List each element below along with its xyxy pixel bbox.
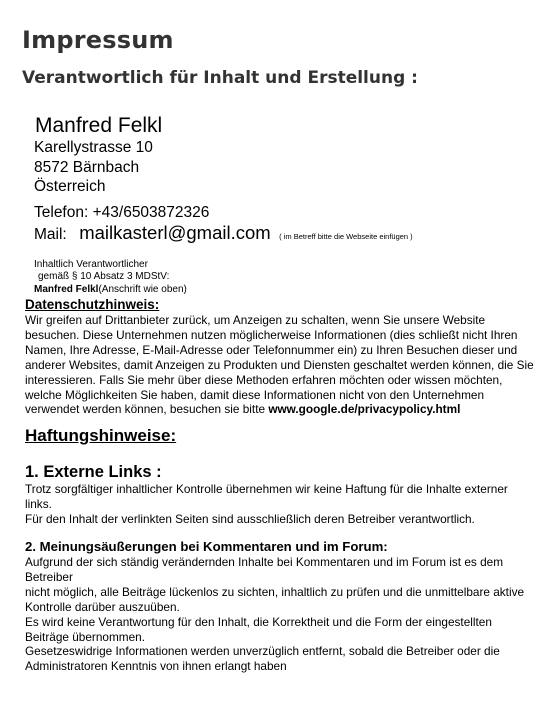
mail-address[interactable]: mailkasterl@gmail.com bbox=[79, 221, 271, 243]
responsible-line3 bbox=[34, 284, 534, 297]
contact-city: 8572 Bärnbach bbox=[34, 158, 140, 176]
contact-mail bbox=[34, 223, 534, 247]
page-subtitle: Verantwortlich für Inhalt und Erstellung : bbox=[22, 68, 418, 88]
contact-phone: Telefon: +43/6503872326 bbox=[34, 203, 210, 221]
contact-street: Karellystrasse 10 bbox=[34, 139, 153, 156]
privacy-link[interactable]: www.google.de/privacypolicy.html bbox=[268, 402, 461, 417]
comments-line2: nicht möglich, alle Beiträge lückenlos zu sichten, inhaltlich zu prüfen und die unmittelbare aktive Kontrolle darüber auszuüben. bbox=[25, 584, 525, 614]
comments-heading: 2. Meinungsäußerungen bei Kommentaren und im Forum: bbox=[25, 539, 388, 554]
external-links-line2: Für den Inhalt der verlinkten Seiten sind ausschließlich deren Betreiber verantwortlich. bbox=[25, 511, 475, 526]
privacy-body: Wir greifen auf Drittanbieter zurück, um Anzeigen zu schalten, wenn Sie unsere Website besuchen. Diese Unternehmen nutzen möglicherweise Informationen (dies schließt nicht Ihren Namen, Ihre Adresse, E-Mail-Adresse oder Telefonnummer ein) zu Ihren Besuchen dieser und anderer Websites, damit Anzeigen zu Produkten und Diensten geschaltet werden können, die Sie interessieren. Falls Sie mehr über diese Methoden erfahren möchten oder wissen möchten, welche Möglichkeiten Sie haben, damit diese Informationen nicht von den Unternehmen verwendet werden können, besuchen sie bitte bbox=[25, 313, 534, 417]
mail-note: ( im Betreff bitte die Webseite einfügen ) bbox=[279, 231, 413, 241]
responsible-line1: Inhaltlich Verantwortlicher bbox=[34, 258, 148, 270]
page-title: Impressum bbox=[22, 26, 174, 54]
contact-block bbox=[34, 114, 534, 296]
responsible-line2: gemäß § 10 Absatz 3 MDStV: bbox=[38, 271, 170, 282]
comments-line1: Aufgrund der sich ständig verändernden Inhalte bei Kommentaren und im Forum ist es dem Betreiber bbox=[25, 555, 504, 584]
responsible-block bbox=[34, 259, 534, 297]
comments-line3: Es wird keine Verantwortung für den Inhalt, die Korrektheit und die Form der eingestellten Beiträge übernommen. bbox=[25, 614, 492, 644]
external-links-section bbox=[25, 462, 535, 527]
responsible-name: Manfred Felkl bbox=[34, 283, 99, 295]
privacy-text bbox=[25, 313, 535, 417]
privacy-heading: Datenschutzhinweis: bbox=[25, 297, 160, 312]
external-links-line1: Trotz sorgfältiger inhaltlicher Kontrolle übernehmen wir keine Haftung für die Inhalte externer links. bbox=[25, 482, 508, 511]
comments-section bbox=[25, 539, 535, 674]
privacy-section bbox=[25, 297, 535, 417]
external-links-heading: 1. Externe Links : bbox=[25, 463, 162, 481]
contact-name: Manfred Felkl bbox=[35, 114, 163, 137]
mail-label: Mail: bbox=[34, 225, 67, 243]
liability-heading: Haftungshinweise: bbox=[25, 426, 177, 445]
comments-line4: Gesetzeswidrige Informationen werden unverzüglich entfernt, sobald die Betreiber oder die Administratoren Kenntnis von ihnen erlangt haben bbox=[25, 644, 500, 674]
responsible-suffix: (Anschrift wie oben) bbox=[98, 283, 187, 295]
liability-section bbox=[25, 426, 535, 446]
contact-country: Österreich bbox=[34, 178, 106, 195]
